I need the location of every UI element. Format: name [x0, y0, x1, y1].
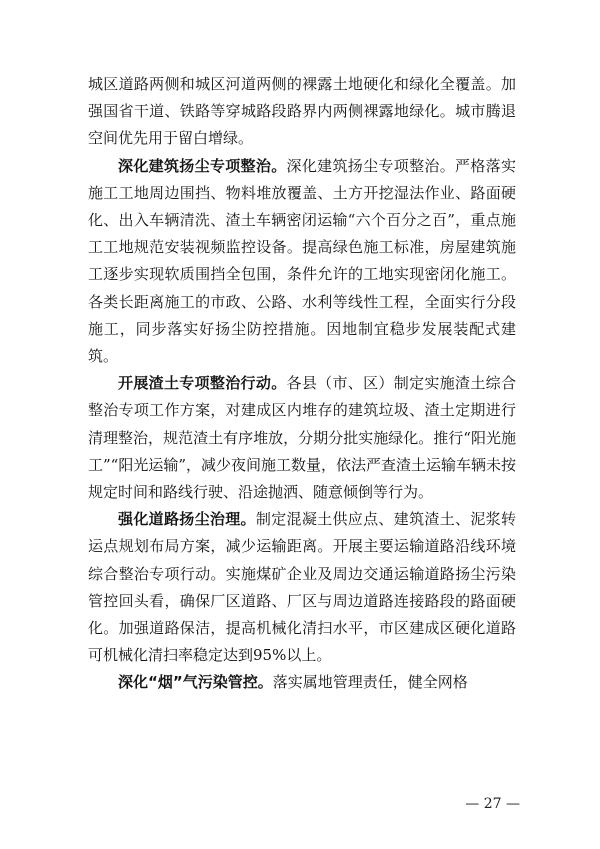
- paragraph-body: 各县（市、区）制定实施渣土综合整治专项工作方案，对建成区内堆存的建筑垃圾、渣土定期进行清理整治，规范渣土有序堆放，分期分批实施绿化。推行“阳光施工”“阳光运输”，减少夜间施工数量，依法严查渣土运输车辆未按规定时间和路线行驶、沿途抛洒、随意倾倒等行为。: [88, 374, 517, 502]
- paragraph-body: 制定混凝土供应点、建筑渣土、泥浆转运点规划布局方案，减少运输距离。开展主要运输道路沿线环境综合整治专项行动。实施煤矿企业及周边交通运输道路扬尘污染管控回头看，确保厂区道路、厂区与周边道路连接路段的路面硬化。加强道路保洁，提高机械化清扫水平，市区建成区硬化道路可机械化清扫率稳定达到95%以上。: [88, 510, 516, 665]
- paragraph-heading: 深化“烟”气污染管控。: [118, 673, 273, 692]
- page-number: — 27 —: [465, 796, 520, 812]
- paragraph-body: 深化建筑扬尘专项整治。严格落实施工工地周边围挡、物料堆放覆盖、土方开挖湿法作业、路面硬化、出入车辆清洗、渣土车辆密闭运输“六个百分之百”，重点施工工地规范安装视频监控设备。提高绿色施工标准，房屋建筑施工逐步实现软质围挡全包围，条件允许的工地实现密闭化施工。各类长距离施工的市政、公路、水利等线性工程，全面实行分段施工，同步落实好扬尘防控措施。因地制宜稳步发展装配式建筑。: [88, 156, 516, 366]
- paragraph: [88, 370, 516, 506]
- paragraph-body: 城区道路两侧和城区河道两侧的裸露土地硬化和绿化全覆盖。加强国省干道、铁路等穿城路段路界内两侧裸露地绿化。城市腾退空间优先用于留白增绿。: [88, 75, 516, 148]
- paragraph: [88, 153, 516, 371]
- paragraph-heading: 强化道路扬尘治理。: [118, 510, 256, 529]
- paragraph: [88, 506, 516, 669]
- paragraph: [88, 669, 516, 696]
- paragraph-heading: 开展渣土专项整治行动。: [118, 374, 287, 393]
- body-text: [88, 71, 516, 697]
- paragraph-heading: 深化建筑扬尘专项整治。: [118, 156, 287, 175]
- paragraph-body: 落实属地管理责任，健全网格: [272, 673, 468, 692]
- paragraph: [88, 71, 516, 153]
